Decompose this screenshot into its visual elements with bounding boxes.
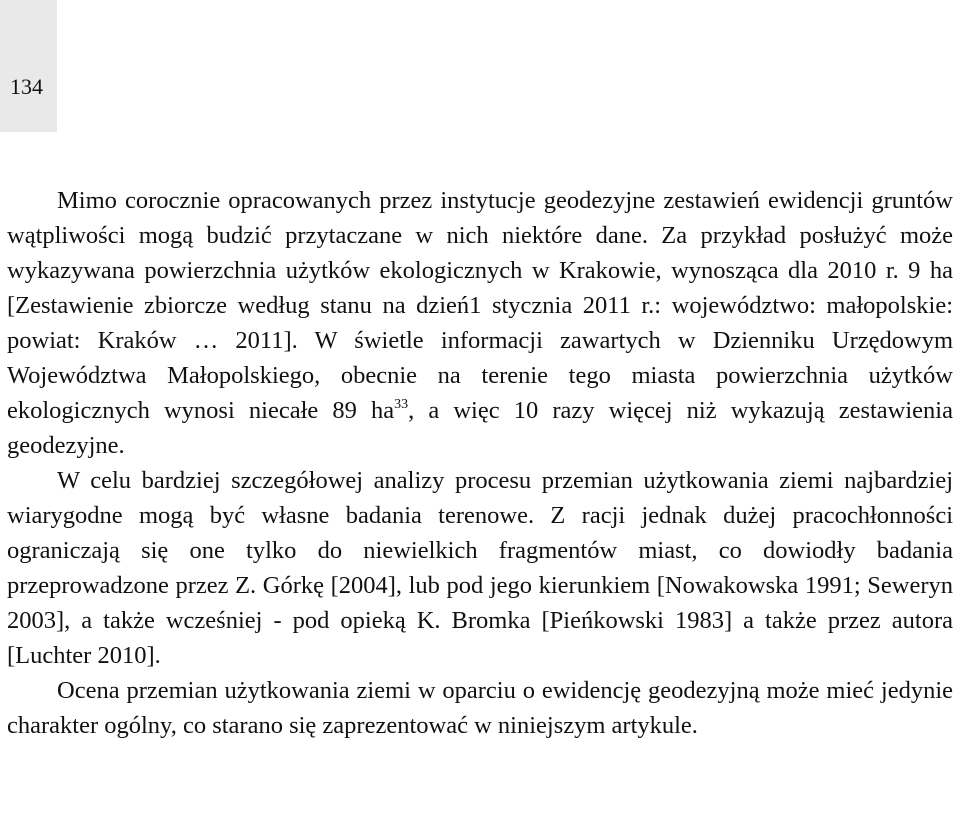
page-number-tab <box>0 0 57 132</box>
paragraph-1 <box>7 183 953 463</box>
paragraph-2: W celu bardziej szczegółowej analizy procesu przemian użytkowania ziemi najbardziej wiarygodne mogą być własne badania terenowe. Z racji jednak dużej pracochłonności ograniczają się one tylko do niewielkich fragmentów miast, co dowiodły badania przeprowadzone przez Z. Górkę [2004], lub pod jego kierunkiem [Nowakowska 1991; Seweryn 2003], a także wcześniej - pod opieką K. Bromka [Pieńkowski 1983] a także przez autora [Luchter 2010]. <box>7 467 953 669</box>
page-number: 134 <box>10 74 43 99</box>
paragraph-3: Ocena przemian użytkowania ziemi w oparciu o ewidencję geodezyjną może mieć jedynie charakter ogólny, co starano się zaprezentować w niniejszym artykule. <box>7 677 953 739</box>
footnote-marker: 33 <box>394 397 409 412</box>
paragraph-1-text: Mimo corocznie opracowanych przez instytucje geodezyjne zestawień ewidencji gruntów wątpliwości mogą budzić przytaczane w nich niektóre dane. Za przykład posłużyć może wykazywana powierzchnia użytków ekologicznych w Krakowie, wynosząca dla 2010 r. 9 ha [Zestawienie zbiorcze według stanu na dzień1 stycznia 2011 r.: województwo: małopolskie: powiat: Kraków … 2011]. W świetle informacji zawartych w Dzienniku Urzędowym Województwa Małopolskiego, obecnie na terenie tego miasta powierzchnia użytków ekologicznych wynosi niecałe 89 ha <box>7 187 953 424</box>
body-text <box>7 183 953 743</box>
paragraph-1-text-end: , a więc 10 razy więcej niż wykazują zestawienia geodezyjne. <box>7 397 953 459</box>
